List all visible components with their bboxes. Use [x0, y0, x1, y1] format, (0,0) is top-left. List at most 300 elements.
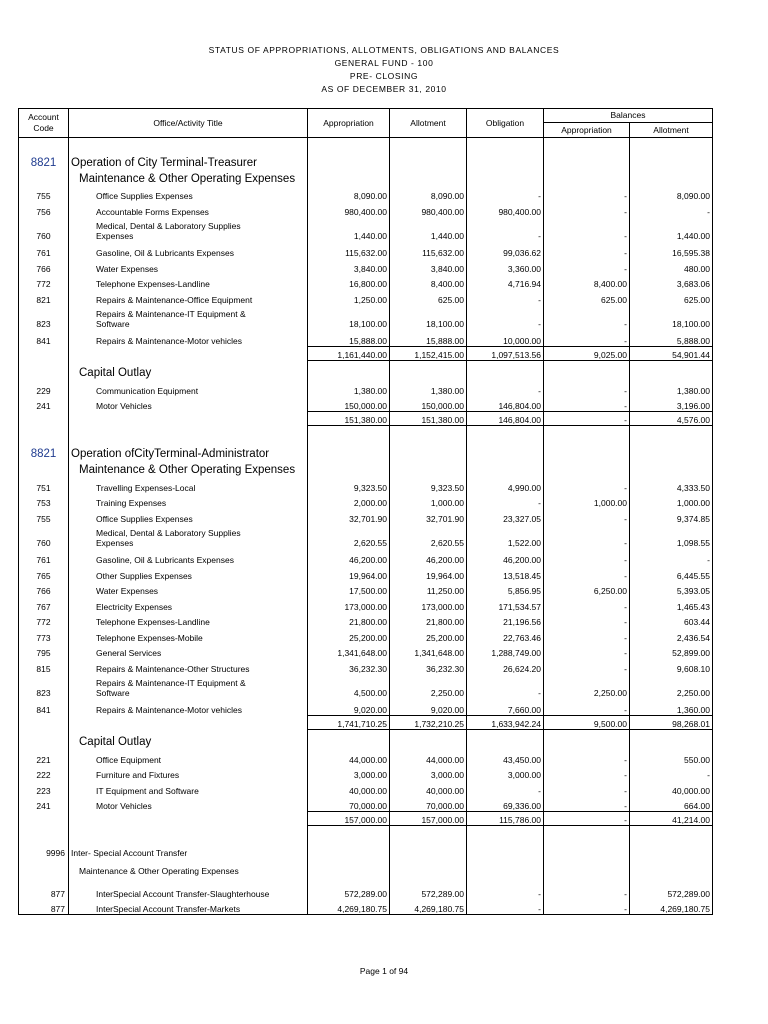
item-title: Office Equipment [69, 749, 308, 765]
table-row [19, 477, 713, 493]
account-code: 756 [19, 201, 69, 217]
amount-bal-allot: 1,360.00 [630, 700, 713, 716]
empty-cell [390, 138, 467, 148]
table-row [19, 899, 713, 915]
account-code: 772 [19, 274, 69, 290]
amount-appr: 2,000.00 [308, 493, 390, 509]
col-header-balances: Balances [544, 109, 713, 123]
total-appr: 1,161,440.00 [308, 346, 390, 360]
amount-bal-allot: 4,333.50 [630, 477, 713, 493]
amount-appr: 18,100.00 [308, 305, 390, 331]
table-row [19, 524, 713, 550]
page-number: Page 1 of 94 [359, 966, 409, 976]
table-row [19, 217, 713, 243]
empty-cell [308, 729, 390, 749]
amount-appr: 1,380.00 [308, 380, 390, 396]
amount-bal-appr: - [544, 658, 630, 674]
account-code: 761 [19, 243, 69, 259]
empty-cell [19, 346, 69, 360]
total-row [19, 715, 713, 729]
amount-bal-allot: 16,595.38 [630, 243, 713, 259]
empty-cell [69, 138, 308, 148]
amount-bal-appr: - [544, 565, 630, 581]
item-title: Telephone Expenses-Mobile [69, 627, 308, 643]
amount-bal-allot: 40,000.00 [630, 780, 713, 796]
item-title [69, 305, 308, 331]
section-code: 8821 [19, 439, 69, 461]
empty-cell [308, 360, 390, 380]
empty-cell [69, 425, 308, 439]
amount-appr: 572,289.00 [308, 883, 390, 899]
item-title: Repairs & Maintenance-Office Equipment [69, 289, 308, 305]
amount-appr: 21,800.00 [308, 612, 390, 628]
empty-cell [630, 729, 713, 749]
empty-cell [390, 461, 467, 477]
table-row [19, 565, 713, 581]
total-oblig: 146,804.00 [467, 411, 544, 425]
table-row [19, 258, 713, 274]
capital-outlay-label: Capital Outlay [69, 360, 308, 380]
amount-oblig: 4,716.94 [467, 274, 544, 290]
total-oblig: 1,097,513.56 [467, 346, 544, 360]
item-title: IT Equipment and Software [69, 780, 308, 796]
amount-bal-allot: 1,440.00 [630, 217, 713, 243]
amount-bal-appr: - [544, 796, 630, 812]
section-row [19, 439, 713, 461]
empty-cell [630, 439, 713, 461]
table-row [19, 674, 713, 700]
item-title [69, 217, 308, 243]
amount-appr: 1,341,648.00 [308, 643, 390, 659]
amount-appr: 70,000.00 [308, 796, 390, 812]
amount-bal-allot: 3,196.00 [630, 396, 713, 412]
amount-bal-appr: - [544, 899, 630, 915]
amount-appr: 17,500.00 [308, 581, 390, 597]
amount-appr: 46,200.00 [308, 550, 390, 566]
amount-bal-appr: - [544, 201, 630, 217]
amount-allot: 32,701.90 [390, 508, 467, 524]
col-header-bal-allotment: Allotment [630, 123, 713, 138]
account-code: 221 [19, 749, 69, 765]
amount-oblig: - [467, 305, 544, 331]
col-header-account-code: Account Code [19, 109, 69, 138]
amount-allot: 25,200.00 [390, 627, 467, 643]
total-appr: 1,741,710.25 [308, 715, 390, 729]
amount-oblig: 3,360.00 [467, 258, 544, 274]
empty-cell [19, 461, 69, 477]
account-code: 841 [19, 331, 69, 347]
amount-appr: 40,000.00 [308, 780, 390, 796]
account-code: 773 [19, 627, 69, 643]
item-title: Water Expenses [69, 258, 308, 274]
amount-appr: 44,000.00 [308, 749, 390, 765]
closing-label: PRE- CLOSING [349, 71, 419, 81]
item-title-line2: Software [96, 687, 130, 698]
amount-oblig: 10,000.00 [467, 331, 544, 347]
table-row [19, 627, 713, 643]
amount-appr: 3,000.00 [308, 765, 390, 781]
amount-appr: 150,000.00 [308, 396, 390, 412]
amount-oblig: 146,804.00 [467, 396, 544, 412]
amount-allot: 44,000.00 [390, 749, 467, 765]
table-row [19, 396, 713, 412]
amount-allot: 19,964.00 [390, 565, 467, 581]
amount-oblig: - [467, 674, 544, 700]
amount-bal-allot: 550.00 [630, 749, 713, 765]
table-row [19, 508, 713, 524]
report-title: STATUS OF APPROPRIATIONS, ALLOTMENTS, OBLIGATIONS AND BALANCES [208, 45, 560, 55]
empty-cell [308, 425, 390, 439]
amount-bal-allot: 52,899.00 [630, 643, 713, 659]
col-header-title: Office/Activity Title [69, 109, 308, 138]
mooe-label: Maintenance & Other Operating Expenses [69, 859, 308, 877]
empty-cell [544, 148, 630, 170]
amount-allot: 8,090.00 [390, 186, 467, 202]
amount-allot: 2,620.55 [390, 524, 467, 550]
empty-cell [630, 461, 713, 477]
amount-bal-allot: 625.00 [630, 289, 713, 305]
empty-cell [544, 841, 630, 859]
empty-cell [308, 439, 390, 461]
capital-outlay [19, 729, 713, 749]
amount-bal-appr: - [544, 508, 630, 524]
account-code: 241 [19, 796, 69, 812]
account-code: 241 [19, 396, 69, 412]
table-row [19, 186, 713, 202]
section-row [19, 841, 713, 859]
amount-allot: 572,289.00 [390, 883, 467, 899]
section-title: Operation of City Terminal-Treasurer [69, 148, 308, 170]
amount-bal-appr: - [544, 550, 630, 566]
amount-allot: 115,632.00 [390, 243, 467, 259]
total-appr: 151,380.00 [308, 411, 390, 425]
amount-oblig: 4,990.00 [467, 477, 544, 493]
section-title: Inter- Special Account Transfer [69, 841, 308, 859]
total-bal-allot: 4,576.00 [630, 411, 713, 425]
section-title: Operation ofCityTerminal-Administrator [69, 439, 308, 461]
amount-bal-appr: 6,250.00 [544, 581, 630, 597]
account-code: 821 [19, 289, 69, 305]
table-row [19, 612, 713, 628]
empty-cell [467, 138, 544, 148]
empty-cell [308, 859, 390, 877]
amount-bal-appr: - [544, 765, 630, 781]
item-title: Water Expenses [69, 581, 308, 597]
total-bal-appr: 9,500.00 [544, 715, 630, 729]
account-code: 760 [19, 217, 69, 243]
empty-cell [467, 170, 544, 186]
amount-allot: 21,800.00 [390, 612, 467, 628]
amount-oblig: 7,660.00 [467, 700, 544, 716]
empty-cell [69, 715, 308, 729]
empty-cell [544, 360, 630, 380]
amount-bal-appr: 625.00 [544, 289, 630, 305]
table-row [19, 201, 713, 217]
table-row [19, 596, 713, 612]
item-title: Repairs & Maintenance-Motor vehicles [69, 331, 308, 347]
item-title [69, 674, 308, 700]
amount-allot: 3,840.00 [390, 258, 467, 274]
account-code: 877 [19, 883, 69, 899]
amount-appr: 9,020.00 [308, 700, 390, 716]
fund-label: GENERAL FUND - 100 [334, 58, 434, 68]
amount-allot: 1,380.00 [390, 380, 467, 396]
empty-cell [390, 360, 467, 380]
item-title-line2: Expenses [96, 230, 134, 241]
amount-appr: 32,701.90 [308, 508, 390, 524]
empty-cell [467, 461, 544, 477]
empty-cell [544, 859, 630, 877]
amount-appr: 2,620.55 [308, 524, 390, 550]
empty-cell [19, 811, 69, 825]
amount-allot: 173,000.00 [390, 596, 467, 612]
amount-oblig: 26,624.20 [467, 658, 544, 674]
empty-cell [467, 425, 544, 439]
table-row [19, 883, 713, 899]
amount-bal-appr: - [544, 700, 630, 716]
total-allot: 1,732,210.25 [390, 715, 467, 729]
table-row [19, 749, 713, 765]
empty-cell [19, 170, 69, 186]
amount-oblig: - [467, 186, 544, 202]
capital-outlay [19, 360, 713, 380]
item-title: Travelling Expenses-Local [69, 477, 308, 493]
amount-bal-appr: - [544, 883, 630, 899]
table-row [19, 331, 713, 347]
amount-bal-allot: 9,608.10 [630, 658, 713, 674]
amount-appr: 9,323.50 [308, 477, 390, 493]
amount-allot: 11,250.00 [390, 581, 467, 597]
total-bal-appr: 9,025.00 [544, 346, 630, 360]
empty-cell [467, 360, 544, 380]
table-row [19, 274, 713, 290]
table-row [19, 243, 713, 259]
amount-oblig: - [467, 493, 544, 509]
empty-cell [390, 841, 467, 859]
item-title-line1: Medical, Dental & Laboratory Supplies [96, 220, 241, 231]
total-bal-appr: - [544, 811, 630, 825]
mooe [19, 859, 713, 877]
col-header-bal-appropriation: Appropriation [544, 123, 630, 138]
amount-oblig: 1,288,749.00 [467, 643, 544, 659]
empty-cell [390, 439, 467, 461]
account-code: 772 [19, 612, 69, 628]
table-row [19, 780, 713, 796]
amount-bal-appr: - [544, 524, 630, 550]
empty-cell [308, 170, 390, 186]
amount-bal-allot: 8,090.00 [630, 186, 713, 202]
amount-oblig: - [467, 899, 544, 915]
empty-cell [69, 811, 308, 825]
empty-cell [390, 170, 467, 186]
amount-bal-appr: - [544, 331, 630, 347]
amount-bal-appr: 1,000.00 [544, 493, 630, 509]
account-code: 753 [19, 493, 69, 509]
total-bal-allot: 98,268.01 [630, 715, 713, 729]
item-title: InterSpecial Account Transfer-Slaughterhouse [69, 883, 308, 899]
table-row [19, 643, 713, 659]
empty-cell [69, 825, 308, 841]
amount-oblig: 980,400.00 [467, 201, 544, 217]
total-bal-allot: 54,901.44 [630, 346, 713, 360]
amount-bal-allot: 18,100.00 [630, 305, 713, 331]
mooe-label: Maintenance & Other Operating Expenses [69, 170, 308, 186]
amount-allot: 3,000.00 [390, 765, 467, 781]
empty-cell [544, 825, 630, 841]
amount-allot: 40,000.00 [390, 780, 467, 796]
total-allot: 1,152,415.00 [390, 346, 467, 360]
empty-cell [467, 841, 544, 859]
table-row [19, 289, 713, 305]
amount-allot: 980,400.00 [390, 201, 467, 217]
empty-cell [544, 729, 630, 749]
empty-cell [308, 461, 390, 477]
item-title: Repairs & Maintenance-Other Structures [69, 658, 308, 674]
amount-bal-appr: - [544, 380, 630, 396]
empty-cell [390, 425, 467, 439]
account-code: 229 [19, 380, 69, 396]
mooe-label: Maintenance & Other Operating Expenses [69, 461, 308, 477]
amount-allot: 9,020.00 [390, 700, 467, 716]
account-code: 815 [19, 658, 69, 674]
total-oblig: 115,786.00 [467, 811, 544, 825]
table-row [19, 550, 713, 566]
amount-bal-appr: - [544, 612, 630, 628]
appropriations-table [18, 108, 713, 915]
capital-outlay-label: Capital Outlay [69, 729, 308, 749]
amount-bal-appr: 8,400.00 [544, 274, 630, 290]
item-title: Training Expenses [69, 493, 308, 509]
empty-cell [19, 715, 69, 729]
item-title [69, 524, 308, 550]
amount-oblig: - [467, 883, 544, 899]
amount-oblig: 23,327.05 [467, 508, 544, 524]
item-title-line1: Medical, Dental & Laboratory Supplies [96, 527, 241, 538]
amount-bal-allot: - [630, 550, 713, 566]
report-date: AS OF DECEMBER 31, 2010 [321, 84, 447, 94]
empty-cell [19, 411, 69, 425]
table-body [19, 138, 713, 915]
account-code: 823 [19, 674, 69, 700]
amount-bal-appr: - [544, 596, 630, 612]
amount-oblig: 5,856.95 [467, 581, 544, 597]
amount-bal-appr: - [544, 749, 630, 765]
amount-oblig: 22,763.46 [467, 627, 544, 643]
item-title: Gasoline, Oil & Lubricants Expenses [69, 243, 308, 259]
item-title: Telephone Expenses-Landline [69, 612, 308, 628]
amount-oblig: - [467, 780, 544, 796]
amount-allot: 36,232.30 [390, 658, 467, 674]
account-code: 766 [19, 258, 69, 274]
amount-appr: 16,800.00 [308, 274, 390, 290]
empty-cell [19, 825, 69, 841]
amount-bal-allot: 480.00 [630, 258, 713, 274]
item-title-line2: Software [96, 318, 130, 329]
amount-oblig: 171,534.57 [467, 596, 544, 612]
amount-allot: 1,440.00 [390, 217, 467, 243]
item-title: Gasoline, Oil & Lubricants Expenses [69, 550, 308, 566]
col-header-appropriation: Appropriation [308, 109, 390, 138]
item-title: Other Supplies Expenses [69, 565, 308, 581]
empty-cell [19, 729, 69, 749]
table-row [19, 700, 713, 716]
amount-oblig: 13,518.45 [467, 565, 544, 581]
item-title: Furniture and Fixtures [69, 765, 308, 781]
amount-bal-appr: - [544, 243, 630, 259]
amount-appr: 115,632.00 [308, 243, 390, 259]
empty-cell [630, 859, 713, 877]
amount-allot: 46,200.00 [390, 550, 467, 566]
total-oblig: 1,633,942.24 [467, 715, 544, 729]
amount-bal-allot: 6,445.55 [630, 565, 713, 581]
empty-cell [630, 138, 713, 148]
amount-oblig: 21,196.56 [467, 612, 544, 628]
spacer-row [19, 825, 713, 841]
amount-appr: 3,840.00 [308, 258, 390, 274]
item-title: Office Supplies Expenses [69, 186, 308, 202]
empty-cell [544, 170, 630, 186]
amount-appr: 19,964.00 [308, 565, 390, 581]
amount-bal-allot: 9,374.85 [630, 508, 713, 524]
total-appr: 157,000.00 [308, 811, 390, 825]
amount-oblig: 99,036.62 [467, 243, 544, 259]
amount-bal-appr: - [544, 217, 630, 243]
account-code: 222 [19, 765, 69, 781]
spacer-row [19, 138, 713, 148]
empty-cell [630, 148, 713, 170]
amount-bal-allot: 5,393.05 [630, 581, 713, 597]
item-title: Electricity Expenses [69, 596, 308, 612]
amount-oblig: 69,336.00 [467, 796, 544, 812]
empty-cell [308, 841, 390, 859]
amount-bal-allot: 3,683.06 [630, 274, 713, 290]
amount-bal-appr: - [544, 258, 630, 274]
item-title: Communication Equipment [69, 380, 308, 396]
account-code: 795 [19, 643, 69, 659]
empty-cell [19, 859, 69, 877]
total-bal-allot: 41,214.00 [630, 811, 713, 825]
empty-cell [630, 360, 713, 380]
amount-bal-appr: - [544, 643, 630, 659]
account-code: 841 [19, 700, 69, 716]
amount-allot: 70,000.00 [390, 796, 467, 812]
empty-cell [308, 138, 390, 148]
item-title-line1: Repairs & Maintenance-IT Equipment & [96, 677, 246, 688]
amount-bal-appr: - [544, 396, 630, 412]
mooe [19, 461, 713, 477]
amount-appr: 980,400.00 [308, 201, 390, 217]
section-code: 9996 [19, 841, 69, 859]
amount-bal-allot: 603.44 [630, 612, 713, 628]
empty-cell [544, 439, 630, 461]
amount-allot: 625.00 [390, 289, 467, 305]
amount-allot: 18,100.00 [390, 305, 467, 331]
empty-cell [544, 425, 630, 439]
amount-bal-appr: - [544, 186, 630, 202]
amount-bal-allot: 664.00 [630, 796, 713, 812]
section-code: 8821 [19, 148, 69, 170]
table-row [19, 493, 713, 509]
account-code: 755 [19, 186, 69, 202]
item-title-line2: Expenses [96, 537, 134, 548]
amount-bal-appr: 2,250.00 [544, 674, 630, 700]
item-title: Motor Vehicles [69, 396, 308, 412]
amount-bal-allot: 5,888.00 [630, 331, 713, 347]
amount-appr: 173,000.00 [308, 596, 390, 612]
amount-appr: 36,232.30 [308, 658, 390, 674]
amount-allot: 1,341,648.00 [390, 643, 467, 659]
table-row [19, 765, 713, 781]
